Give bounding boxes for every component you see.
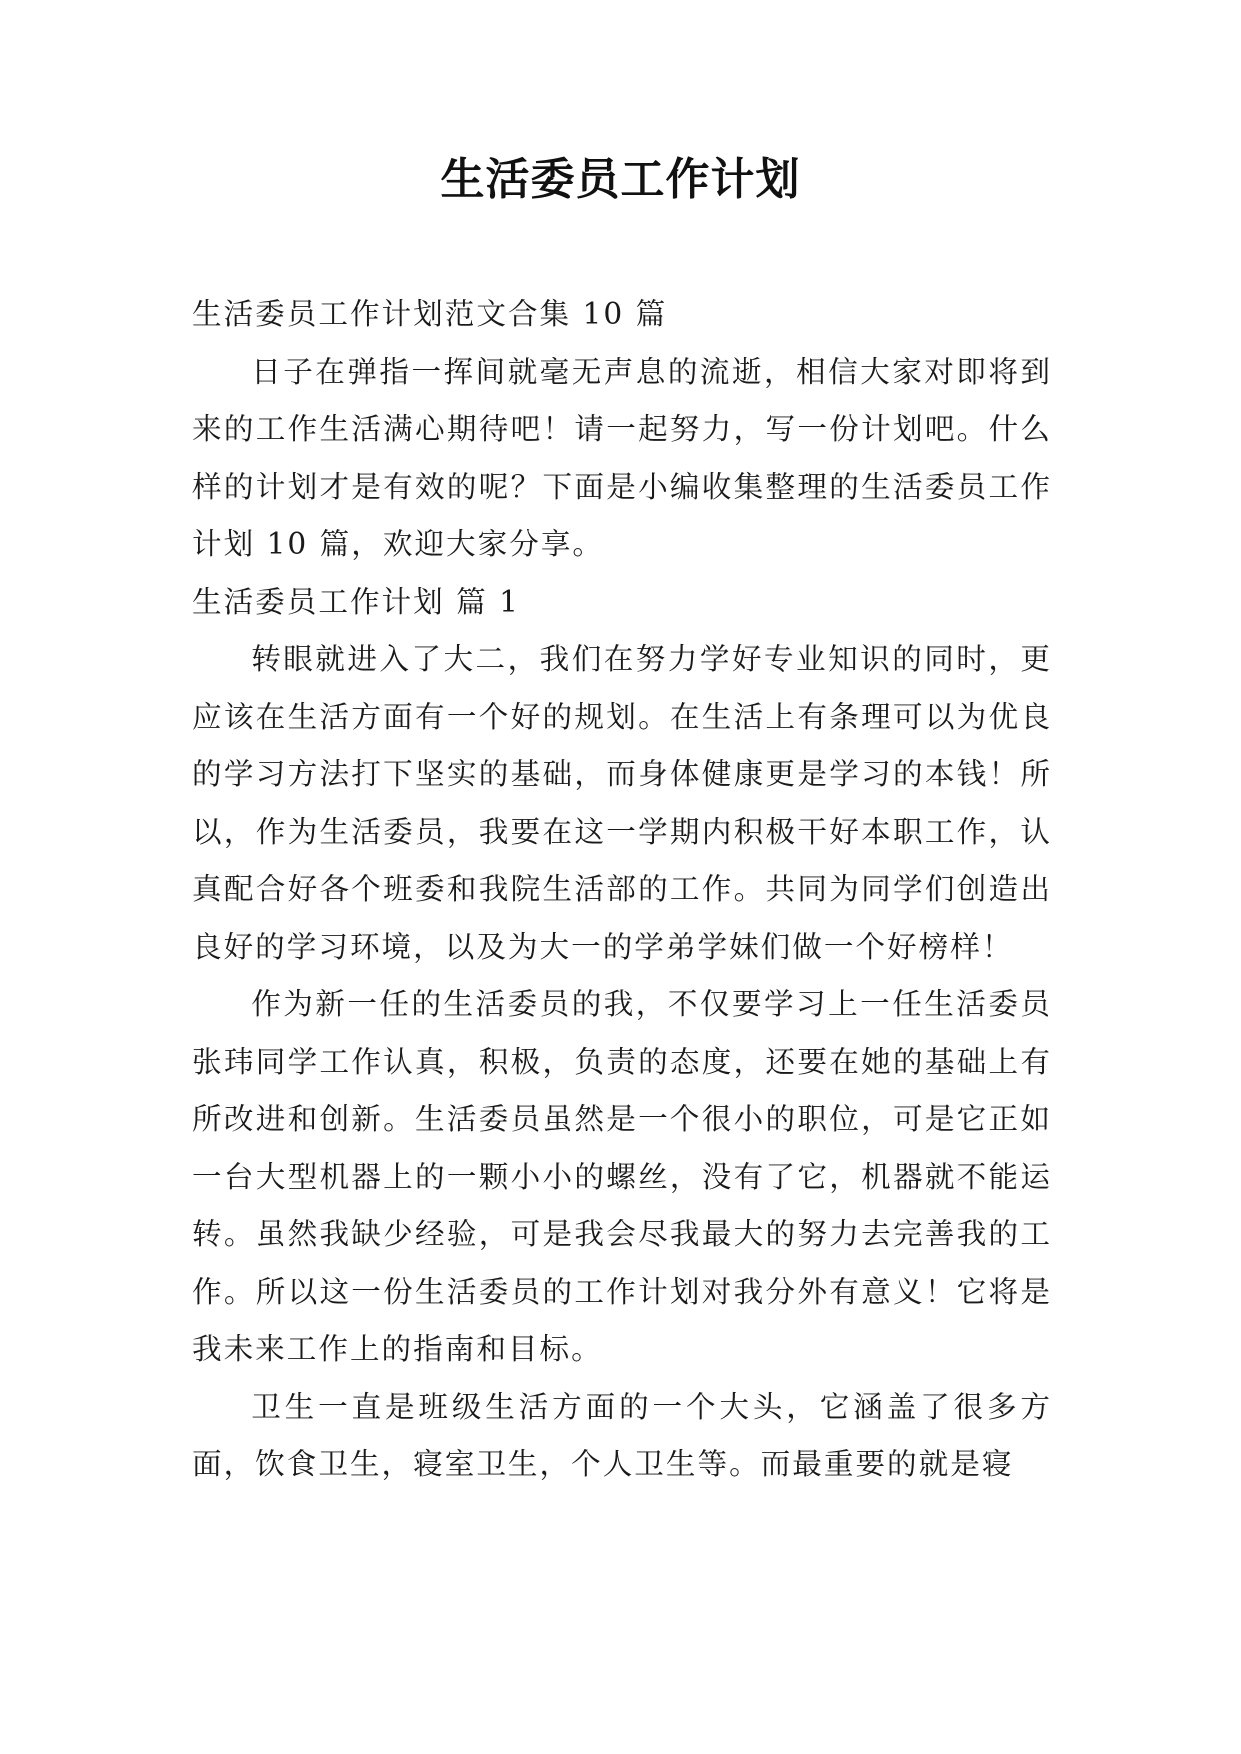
document-title: 生活委员工作计划 [440,154,801,205]
body-paragraph: 转眼就进入了大二，我们在努力学好专业知识的同时，更应该在生活方面有一个好的规划。在生活上有条理可以为优良的学习方法打下坚实的基础，而身体健康更是学习的本钱！所以，作为生活委员，我要在这一学期内积极干好本职工作，认真配合好各个班委和我院生活部的工作。共同为同学们创造出良好的学习环境，以及为大一的学弟学妹们做一个好榜样！ [192,642,1052,964]
body-paragraph: 作为新一任的生活委员的我，不仅要学习上一任生活委员张玮同学工作认真，积极，负责的态度，还要在她的基础上有所改进和创新。生活委员虽然是一个很小的职位，可是它正如一台大型机器上的一颗小小的螺丝，没有了它，机器就不能运转。虽然我缺少经验，可是我会尽我最大的努力去完善我的工作。所以这一份生活委员的工作计划对我分外有意义！它将是我未来工作上的指南和目标。 [192,987,1052,1366]
intro-paragraph: 日子在弹指一挥间就毫无声息的流逝，相信大家对即将到来的工作生活满心期待吧！请一起努力，写一份计划吧。什么样的计划才是有效的呢？下面是小编收集整理的生活委员工作计划 10 篇，欢迎大家分享。 [192,354,1052,561]
section-heading: 生活委员工作计划 篇 1 [192,584,520,619]
collection-heading: 生活委员工作计划范文合集 10 篇 [192,297,668,331]
body-paragraph: 卫生一直是班级生活方面的一个大头，它涵盖了很多方面，饮食卫生，寝室卫生，个人卫生等。而最重要的就是寝 [192,1389,1052,1481]
document-body [192,286,1052,1494]
